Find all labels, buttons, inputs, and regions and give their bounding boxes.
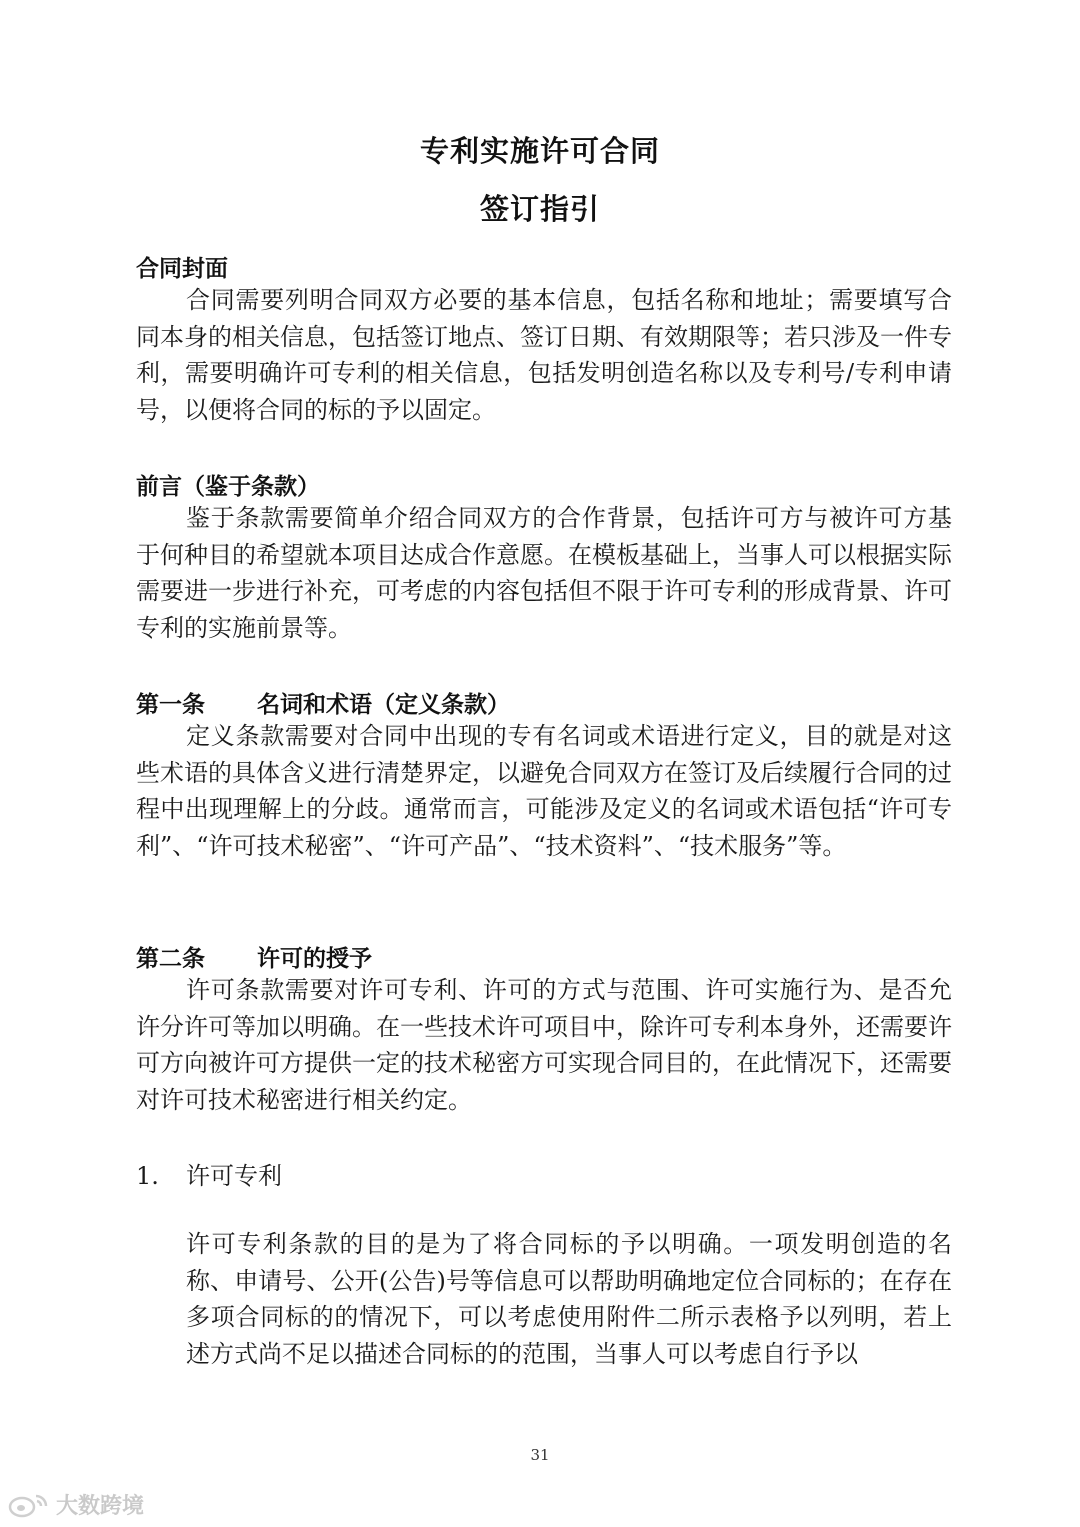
article-name-1: 名词和术语（定义条款） [257, 692, 510, 718]
section-body-preamble: 鉴于条款需要简单介绍合同双方的合作背景，包括许可方与被许可方基于何种目的希望就本项目达成合作意愿。在模板基础上，当事人可以根据实际需要进一步进行补充，可考虑的内容包括但不限于许可专利的形成背景、许可专利的实施前景等。 [136, 504, 952, 642]
sub-item-number-1: 1. [136, 1162, 159, 1190]
watermark-text: 大数跨境 [56, 1494, 145, 1519]
article-heading-2 [136, 940, 372, 973]
article-body-1: 定义条款需要对合同中出现的专有名词或术语进行定义，目的就是对这些术语的具体含义进行清楚界定，以避免合同双方在签订及后续履行合同的过程中出现理解上的分歧。通常而言，可能涉及定义的名词或术语包括“许可专利”、“许可技术秘密”、“许可产品”、“技术资料”、“技术服务”等。 [136, 722, 952, 860]
sub-item-label-1: 许可专利 [186, 1162, 282, 1190]
page-number: 31 [530, 1446, 550, 1464]
sub-item-heading-1 [136, 1156, 282, 1191]
article-number-1: 第一条 [136, 692, 205, 718]
section-heading-preamble: 前言（鉴于条款） [136, 474, 320, 500]
article-name-2: 许可的授予 [257, 946, 372, 972]
section-body-cover: 合同需要列明合同双方必要的基本信息，包括名称和地址；需要填写合同本身的相关信息，包括签订地点、签订日期、有效期限等；若只涉及一件专利，需要明确许可专利的相关信息，包括发明创造名称以及专利号/专利申请号，以便将合同的标的予以固定。 [136, 286, 952, 424]
watermark [8, 1489, 144, 1520]
article-number-2: 第二条 [136, 946, 205, 972]
document-title: 专利实施许可合同 [419, 134, 660, 168]
article-body-2: 许可条款需要对许可专利、许可的方式与范围、许可实施行为、是否允许分许可等加以明确。在一些技术许可项目中，除许可专利本身外，还需要许可方向被许可方提供一定的技术秘密方可实现合同目的，在此情况下，还需要对许可技术秘密进行相关约定。 [136, 976, 952, 1114]
sub-item-body-1: 许可专利条款的目的是为了将合同标的予以明确。一项发明创造的名称、申请号、公开(公告)号等信息可以帮助明确地定位合同标的；在存在多项合同标的的情况下，可以考虑使用附件二所示表格予以列明，若上述方式尚不足以描述合同标的的范围，当事人可以考虑自行予以 [186, 1230, 952, 1368]
weibo-logo-icon [8, 1492, 52, 1518]
section-heading-cover: 合同封面 [136, 256, 228, 282]
document-subtitle: 签订指引 [479, 192, 600, 226]
article-heading-1 [136, 686, 510, 719]
